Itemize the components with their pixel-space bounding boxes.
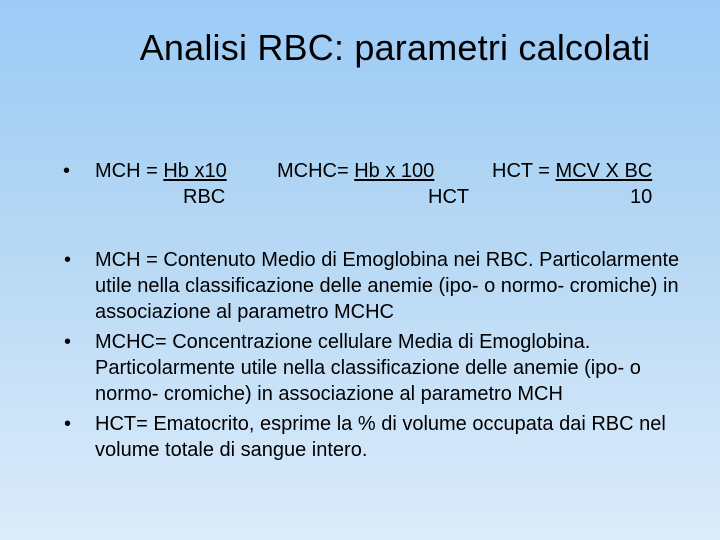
- definition-list: [0, 247, 720, 463]
- term-mchc: MCHC: [95, 331, 155, 353]
- formula-mchc-numerator: Hb x 100: [354, 160, 435, 182]
- formula-mchc-lhs: MCHC=: [277, 160, 355, 182]
- formula-mch: [95, 158, 227, 210]
- formula-mch-numerator: Hb x10: [163, 160, 227, 182]
- list-item: [0, 329, 720, 407]
- definition-mch: = Contenuto Medio di Emoglobina nei RBC. Particolarmente utile nella classificazione delle anemie (ipo- o normo- cromiche) in associazione al parametro MCHC: [95, 249, 680, 323]
- slide-title: Analisi RBC: parametri calcolati: [139, 27, 651, 68]
- definition-hct: = Ematocrito, esprime la % di volume occupata dai RBC nel volume totale di sangue intero.: [95, 413, 666, 461]
- definition-mchc: = Concentrazione cellulare Media di Emoglobina. Particolarmente utile nella classificazione delle anemie (ipo- o normo- cromiche) in associazione al parametro MCH: [95, 331, 641, 405]
- formula-hct-denominator: 10: [629, 186, 653, 208]
- bullet-dot-icon: •: [64, 331, 72, 353]
- term-mch: MCH: [95, 249, 141, 271]
- formula-hct: [492, 158, 652, 210]
- formula-mchc-denominator: HCT: [428, 186, 470, 208]
- formula-row: [0, 158, 720, 214]
- term-hct: HCT: [95, 413, 137, 435]
- formula-mch-denominator: RBC: [183, 186, 226, 208]
- formula-mchc: [277, 158, 469, 210]
- formula-hct-lhs: HCT =: [492, 160, 556, 182]
- list-item: [0, 247, 720, 325]
- bullet-dot-icon: •: [64, 249, 72, 271]
- formula-mch-lhs: MCH =: [95, 160, 164, 182]
- formula-hct-numerator: MCV X BC: [555, 160, 653, 182]
- list-item: [0, 411, 720, 463]
- bullet-dot-icon: •: [64, 413, 72, 435]
- bullet-dot-icon: •: [63, 160, 71, 182]
